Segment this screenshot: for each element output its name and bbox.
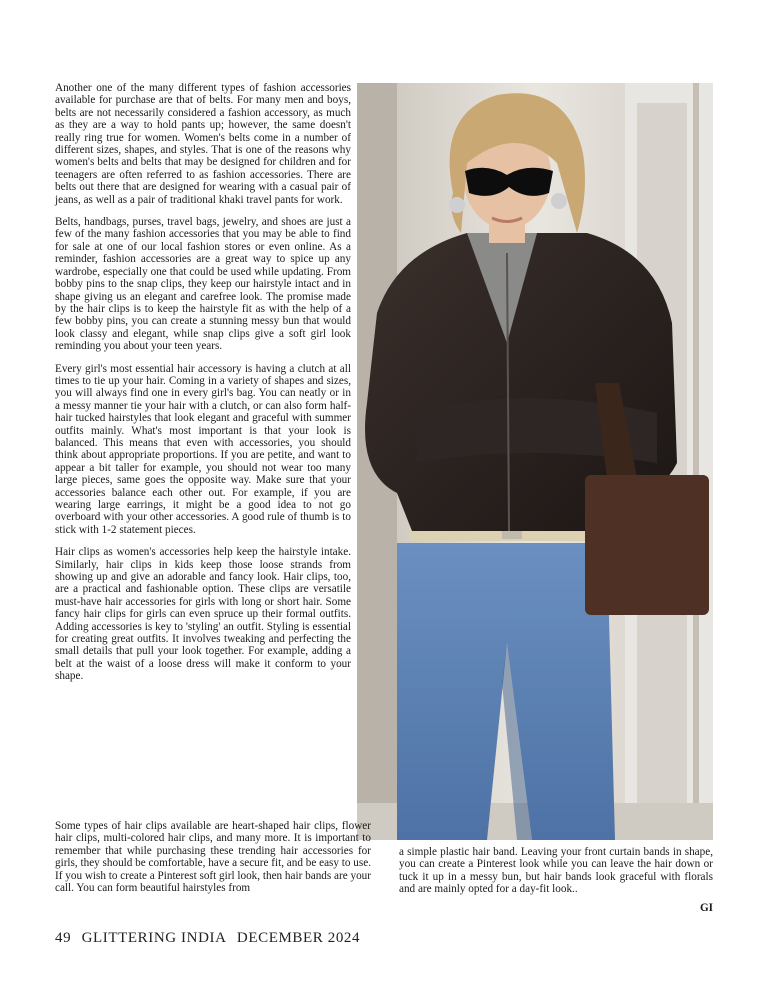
article-continuation-left: Some types of hair clips available are heart-shaped hair clips, flower hair clips, multi-colored hair clips, and many more. It is important to remember that while purchasing these trending hair accessories for girls, they should be comfortable, have a secure fit, and be easy to use. If you wish to create a Pinterest soft girl look, then hair bands are your call. You can form beautiful hairstyles from [55, 820, 371, 895]
issue-date: DECEMBER 2024 [236, 930, 361, 946]
article-continuation-right: a simple plastic hair band. Leaving your front curtain bands in shape, you can create a Pinterest look while you can leave the hair down or tuck it up in a messy bun, but hair bands look graceful with florals and are mainly opted for a day-fit look.. [399, 846, 713, 896]
page-footer [55, 930, 366, 947]
paragraph-hair-clips: Hair clips as women's accessories help keep the hairstyle intake. Similarly, hair clips in kids keep those loose strands from showing up and give an adorable and fancy look. Hair clips, too, are a practical and fashionable option. These clips are versatile must-have hair accessories for girls with long or short hair. Some fancy hair clips for girls can even spruce up their formal outfits. Adding accessories is key to 'styling' an outfit. Styling is essential for creating great outfits. It involves tweaking and perfecting the small details that pull your look together. For example, adding a belt at the waist of a loose dress will make it conform to your shape. [55, 546, 351, 683]
model-illustration [357, 83, 713, 840]
paragraph-accessories: Belts, handbags, purses, travel bags, jewelry, and shoes are just a few of the many fashion accessories that you may be able to find for sale at one of our local fashion stores or even online. As a reminder, fashion accessories are a great way to spice up any wardrobe, especially one that could be used while updating. From bobby pins to the snap clips, they keep our hairstyle intact and in shape giving us an elegant and carefree look. The promise made by the hair clips is to keep the hairstyle fit as with the help of a few bobby pins, you can create a stunning messy bun that would look classy and elegant, while snap clips give a soft girl look reminding you about your teen years. [55, 216, 351, 353]
signoff-mark: GI [699, 902, 713, 914]
magazine-name: GLITTERING INDIA [81, 930, 227, 946]
paragraph-belts: Another one of the many different types of fashion accessories available for purchase are that of belts. For many men and boys, belts are not necessarily considered a fashion accessory, as much as they are a way to hold pants up; however, the same doesn't really ring true for women. Women's belts come in a number of different sizes, shapes, and styles. That is one of the reasons why women's belts and belts that may be designed for children and for teenagers are often referred to as fashion accessories. There are belts out there that are designed for wearing with a casual pair of jeans, as well as a pair of traditional khaki travel pants for work. [55, 82, 351, 206]
paragraph-clutch: Every girl's most essential hair accessory is having a clutch at all times to tie up your hair. Coming in a variety of shapes and sizes, you will always find one in every girl's bag. You can neatly or in a messy manner tie your hair with a clutch, or can also form half-hair tucked hairstyles that look elegant and graceful with summer outfits mainly. What's most important is that your look is balanced. This means that even with accessories, you should think about appropriate proportions. If you are petite, and want to appear a bit taller for example, you should not wear too many large pieces, same goes the opposite way. Make sure that your accessories balance each other out. For example, if you are wearing large earrings, it might be a good idea to not go overboard with your other accessories. A good rule of thumb is to stick with 1-2 statement pieces. [55, 362, 351, 536]
fashion-photo [357, 83, 713, 840]
article-column-left [55, 82, 351, 693]
page-number: 49 [55, 930, 72, 946]
